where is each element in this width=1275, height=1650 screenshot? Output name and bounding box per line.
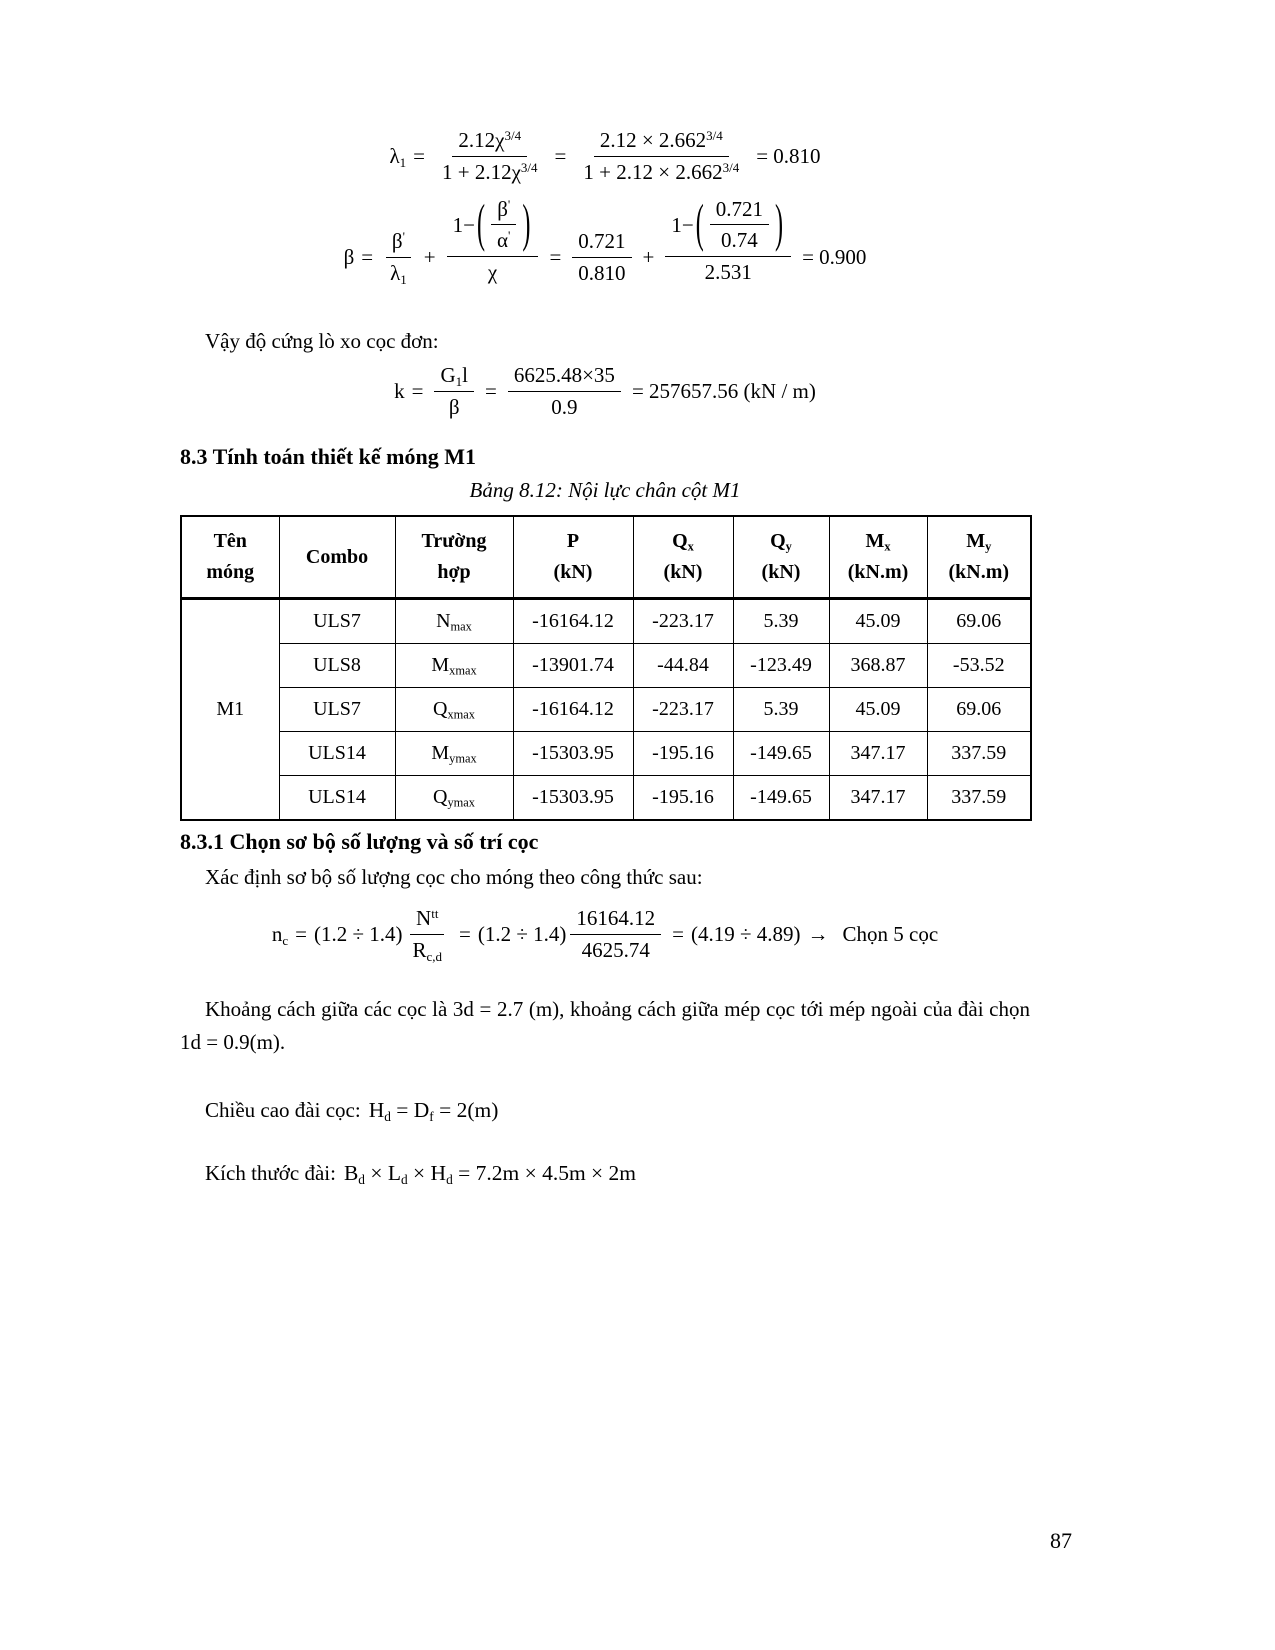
cell-my: 69.06	[927, 688, 1031, 732]
plus-sign: +	[642, 244, 655, 269]
fraction: $\frac{\beta'}{\lambda_1}$	[384, 229, 413, 286]
line-pile-cap-size	[180, 1161, 1030, 1186]
arrow-icon: →	[807, 921, 829, 946]
forces-table	[180, 515, 1032, 821]
table-row	[181, 644, 1031, 688]
cell-mx: 347.17	[829, 732, 927, 776]
lambda-symbol: $\lambda_1$	[389, 144, 407, 170]
cell-my: 69.06	[927, 599, 1031, 644]
equals-sign: =	[485, 379, 497, 404]
nested-fraction: $\frac{\beta'}{\alpha'}$	[491, 197, 516, 253]
col-header-p: P (kN)	[513, 516, 633, 599]
equals-sign: =	[411, 379, 424, 404]
equals-sign: =	[672, 921, 684, 946]
cell-case: $Q_{ymax}$	[395, 776, 513, 821]
cell-case: $Q_{xmax}$	[395, 688, 513, 732]
left-paren: (	[476, 194, 486, 254]
plus-sign: +	[423, 244, 436, 269]
table-row	[181, 732, 1031, 776]
beta-symbol: β	[343, 244, 355, 269]
cell-qy: 5.39	[733, 599, 829, 644]
col-header-combo: Combo	[279, 516, 395, 599]
cell-my: 337.59	[927, 776, 1031, 821]
cell-qx: -195.16	[633, 732, 733, 776]
cell-mx: 45.09	[829, 599, 927, 644]
line-pile-cap-height	[180, 1098, 1030, 1123]
col-header-my: $M_y$ (kN.m)	[927, 516, 1031, 599]
col-header-ten-mong: Tên móng	[181, 516, 279, 599]
table-header-row	[181, 516, 1031, 599]
cell-mx: 368.87	[829, 644, 927, 688]
cell-combo: ULS14	[279, 732, 395, 776]
table-row	[181, 599, 1031, 644]
inline-formula: $H_d = D_f = 2(m)$	[368, 1097, 499, 1124]
cell-case: $M_{xmax}$	[395, 644, 513, 688]
equation-beta	[180, 194, 1030, 301]
col-header-qx: $Q_x$ (kN)	[633, 516, 733, 599]
label: Kích thước đài:	[205, 1160, 336, 1185]
page-content	[180, 128, 1030, 1186]
heading-section-8-3: 8.3 Tính toán thiết kế móng M1	[180, 444, 477, 470]
cell-p: -15303.95	[513, 732, 633, 776]
page-number: 87	[1050, 1528, 1072, 1553]
cell-combo: ULS8	[279, 644, 395, 688]
cell-qy: -123.49	[733, 644, 829, 688]
paren-group: (1.2 ÷ 1.4)	[477, 921, 567, 946]
equals-sign: =	[413, 144, 425, 168]
cell-p: -13901.74	[513, 644, 633, 688]
cell-combo: ULS7	[279, 688, 395, 732]
equation-pile-count	[180, 906, 1030, 963]
equation-result: Chọn 5 cọc	[842, 921, 939, 946]
fraction: $\frac{G_1l}{\beta}$	[434, 363, 474, 420]
equals-sign: =	[549, 244, 562, 269]
cell-p: -16164.12	[513, 688, 633, 732]
paren-group: (4.19 ÷ 4.89)	[690, 921, 801, 946]
fraction: $\frac{0.721}{0.810}$	[572, 229, 631, 286]
cell-case: $N_{max}$	[395, 599, 513, 644]
cell-case: $M_{ymax}$	[395, 732, 513, 776]
cell-qy: -149.65	[733, 776, 829, 821]
cell-p: -16164.12	[513, 599, 633, 644]
cell-my: 337.59	[927, 732, 1031, 776]
equation-result: = 0.810	[756, 144, 821, 168]
table-row	[181, 776, 1031, 821]
col-header-truong-hop: Trường hợp	[395, 516, 513, 599]
k-symbol: k	[394, 379, 405, 404]
col-header-mx: $M_x$ (kN.m)	[829, 516, 927, 599]
col-header-qy: $Q_y$ (kN)	[733, 516, 829, 599]
equals-sign: =	[554, 144, 567, 168]
fraction: $\frac{2.12 \times 2.662^{3/4}}{1 + 2.12 \times 2.662^{3/4}}$	[583, 127, 740, 184]
cell-foundation-name: M1	[181, 599, 279, 821]
left-paren: (	[695, 194, 704, 254]
para-pile-spacing: Khoảng cách giữa các cọc là 3d = 2.7 (m), khoảng cách giữa mép cọc tới mép ngoài của đài chọn 1d = 0.9(m).	[180, 996, 1030, 1055]
equals-sign: =	[459, 921, 471, 946]
nested-fraction: $\frac{0.721}{0.74}$	[710, 197, 769, 253]
cell-qx: -223.17	[633, 688, 733, 732]
table-row	[181, 688, 1031, 732]
label: Chiều cao đài cọc:	[205, 1097, 361, 1122]
para-spring-stiffness: Vậy độ cứng lò xo cọc đơn:	[205, 329, 439, 353]
cell-my: -53.52	[927, 644, 1031, 688]
fraction: 1− ( $\frac{\beta'}{\alpha'}$ ) χ	[447, 197, 539, 285]
cell-combo: ULS7	[279, 599, 395, 644]
inline-formula: $B_d \times L_d \times H_d = 7.2m \times 4.5m \times 2m$	[343, 1160, 637, 1187]
cell-qx: -195.16	[633, 776, 733, 821]
equals-sign: =	[295, 921, 307, 946]
cell-mx: 347.17	[829, 776, 927, 821]
nc-symbol: $n_c$	[271, 921, 289, 948]
cell-mx: 45.09	[829, 688, 927, 732]
equation-result: = 257657.56 (kN / m)	[631, 379, 816, 404]
equation-k	[180, 363, 1030, 420]
cell-qx: -44.84	[633, 644, 733, 688]
cell-p: -15303.95	[513, 776, 633, 821]
fraction: $\frac{N^{tt}}{R_{c,d}}$	[406, 906, 448, 963]
table-caption: Bảng 8.12: Nội lực chân cột M1	[469, 478, 741, 503]
equals-sign: =	[361, 244, 374, 269]
right-paren: )	[522, 194, 531, 254]
fraction: $\frac{6625.48\times 35}{0.9}$	[508, 363, 621, 420]
cell-combo: ULS14	[279, 776, 395, 821]
right-paren: )	[775, 194, 784, 254]
fraction: $\frac{2.12\chi^{3/4}}{1 + 2.12\chi^{3/4}}$	[441, 127, 538, 184]
cell-qy: -149.65	[733, 732, 829, 776]
fraction: 1− ( $\frac{0.721}{0.74}$ ) 2.531	[665, 197, 791, 285]
cell-qy: 5.39	[733, 688, 829, 732]
fraction: $\frac{16164.12}{4625.74}$	[570, 906, 661, 963]
paren-group: (1.2 ÷ 1.4)	[313, 921, 403, 946]
cell-qx: -223.17	[633, 599, 733, 644]
para-determine-piles: Xác định sơ bộ số lượng cọc cho móng theo công thức sau:	[205, 865, 703, 890]
equation-lambda1	[180, 128, 1030, 185]
equation-result: = 0.900	[802, 244, 867, 269]
heading-section-8-3-1: 8.3.1 Chọn sơ bộ số lượng và số trí cọc	[180, 829, 539, 855]
